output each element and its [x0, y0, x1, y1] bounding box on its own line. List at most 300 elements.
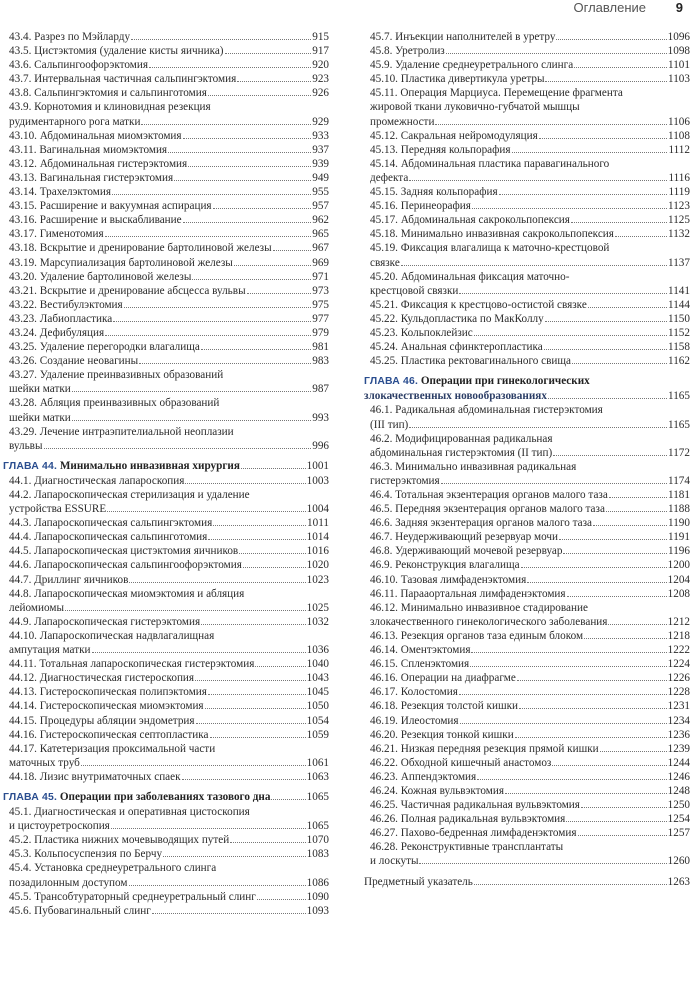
toc-section-entry[interactable]: [3, 171, 329, 185]
toc-section-entry[interactable]: [364, 227, 690, 241]
toc-entry-title: 44.7. Дриллинг яичников: [9, 573, 129, 586]
dot-leader: [201, 340, 311, 350]
toc-page-number: 1025: [306, 601, 329, 614]
toc-entry-title: 46.18. Резекция толстой кишки: [370, 700, 518, 713]
toc-entry-title: 44.16. Гистероскопическая септопластика: [9, 728, 209, 741]
toc-entry-title: 45.3. Кольпосуспензия по Берчу: [9, 848, 163, 861]
toc-entry-title: 46.23. Аппендэктомия: [370, 770, 477, 783]
page-header: [0, 0, 693, 20]
toc-section-entry[interactable]: [3, 354, 329, 368]
toc-section-entry[interactable]: [3, 340, 329, 354]
toc-page-number: 1212: [667, 615, 690, 628]
dot-leader: [247, 284, 312, 294]
toc-section-entry[interactable]: [3, 805, 329, 833]
page-number: 9: [675, 0, 683, 15]
toc-section-entry[interactable]: [364, 143, 690, 157]
toc-section-entry[interactable]: [364, 502, 690, 516]
toc-entry-title: 46.15. Спленэктомия: [370, 658, 470, 671]
toc-page-number: 979: [312, 326, 329, 339]
toc-entry-title: (III тип): [370, 418, 409, 431]
toc-section-entry[interactable]: [3, 530, 329, 544]
toc-entry-title: 46.7. Неудерживающий резервуар мочи: [370, 531, 559, 544]
dot-leader: [567, 587, 667, 597]
toc-section-entry[interactable]: [3, 742, 329, 770]
dot-leader: [441, 474, 667, 484]
toc-page-number: 1116: [668, 171, 690, 184]
toc-section-entry[interactable]: [364, 812, 690, 826]
toc-entry-title: 44.18. Лизис внутриматочных спаек: [9, 770, 181, 783]
toc-section-entry[interactable]: [364, 742, 690, 756]
toc-entry-title: 43.29. Лечение интраэпителиальной неоплазии: [9, 425, 234, 438]
toc-entry-title: 43.18. Вскрытие и дренирование бартолиновой железы: [9, 242, 272, 255]
dot-leader: [129, 876, 306, 886]
dot-leader: [515, 728, 667, 738]
toc-entry-title: 43.15. Расширение и вакуумная аспирация: [9, 200, 212, 213]
toc-column-left: [3, 30, 329, 918]
toc-entry-title: 43.7. Интервальная частичная сальпингэктомия: [9, 73, 237, 86]
toc-entry-title: злокачественного гинекологического заболевания: [370, 615, 608, 628]
toc-entry-title: 43.26. Создание неовагины: [9, 355, 139, 368]
toc-entry-title: 45.15. Задняя кольпорафия: [370, 186, 498, 199]
toc-section-entry[interactable]: [364, 432, 690, 460]
toc-page-number: 1123: [668, 200, 690, 213]
toc-section-entry[interactable]: [3, 157, 329, 171]
dot-leader: [545, 312, 667, 322]
dot-leader: [255, 657, 305, 667]
toc-entry-title: 46.12. Минимально инвазивное стадирование: [370, 601, 588, 614]
dot-leader: [213, 199, 312, 209]
toc-entry-title: 44.9. Лапароскопическая гистерэктомия: [9, 615, 201, 628]
dot-leader: [593, 516, 667, 526]
toc-page-number: 1125: [668, 214, 690, 227]
dot-leader: [556, 30, 666, 40]
dot-leader: [470, 657, 666, 667]
toc-entry-title: 44.8. Лапароскопическая миомэктомия и абляция: [9, 587, 245, 600]
toc-entry-title: 46.28. Реконструктивные трансплантаты: [370, 841, 564, 854]
toc-page-number: 1236: [667, 728, 690, 741]
toc-entry-title: 46.2. Модифицированная радикальная: [370, 432, 553, 445]
toc-entry-title: 43.24. Дефибуляция: [9, 326, 105, 339]
toc-section-entry[interactable]: [364, 241, 690, 269]
toc-entry-title: 43.6. Сальпингоофорэктомия: [9, 59, 148, 72]
toc-section-entry[interactable]: [364, 86, 690, 128]
toc-entry-title: 44.4. Лапароскопическая сальпинготомия: [9, 531, 208, 544]
toc-page-number: 975: [312, 298, 329, 311]
toc-page-number: 1093: [306, 904, 329, 917]
toc-page-number: 920: [312, 59, 329, 72]
toc-entry-title: 43.4. Разрез по Мэйларду: [9, 31, 131, 43]
toc-section-entry[interactable]: [364, 340, 690, 354]
toc-section-entry[interactable]: [3, 890, 329, 904]
toc-entry-title: 45.11. Операция Марциуса. Перемещение фрагмента: [370, 87, 623, 100]
toc-page-number: 1263: [667, 875, 690, 888]
toc-entry-title: 44.12. Диагностическая гистероскопия: [9, 672, 195, 685]
toc-page-number: 1014: [306, 531, 329, 544]
toc-section-entry[interactable]: [364, 30, 690, 44]
toc-page-number: 962: [312, 214, 329, 227]
dot-leader: [237, 72, 311, 82]
toc-page-number: 1054: [306, 714, 329, 727]
toc-section-entry[interactable]: [364, 354, 690, 368]
dot-leader: [230, 833, 305, 843]
toc-entry-title: 45.8. Уретролиз: [370, 45, 445, 58]
toc-entry-title: рудиментарного рога матки: [9, 115, 141, 128]
toc-page-number: 1257: [667, 827, 690, 840]
toc-entry-title: 44.15. Процедуры абляции эндометрия: [9, 714, 195, 727]
toc-section-entry[interactable]: [3, 241, 329, 255]
dot-leader: [273, 241, 312, 251]
toc-section-entry[interactable]: [364, 587, 690, 601]
toc-section-entry[interactable]: [3, 213, 329, 227]
toc-section-entry[interactable]: [3, 72, 329, 86]
toc-section-entry[interactable]: [3, 629, 329, 657]
chapter-label: ГЛАВА 44.: [3, 460, 58, 472]
toc-section-entry[interactable]: [3, 728, 329, 742]
toc-section-entry[interactable]: [3, 284, 329, 298]
toc-page-number: 1096: [667, 31, 690, 43]
toc-entry-title: позадилонным доступом: [9, 876, 128, 889]
toc-column-right: [364, 30, 690, 889]
dot-leader: [615, 227, 667, 237]
toc-section-entry[interactable]: [3, 129, 329, 143]
toc-chapter-entry[interactable]: [3, 459, 329, 474]
toc-section-entry[interactable]: [364, 784, 690, 798]
toc-section-entry[interactable]: [3, 573, 329, 587]
toc-entry-title: 43.14. Трахелэктомия: [9, 186, 112, 199]
dot-leader: [519, 699, 667, 709]
dot-leader: [44, 439, 312, 449]
dot-leader: [183, 129, 312, 139]
dot-leader: [419, 854, 666, 864]
toc-entry-title: 43.10. Абдоминальная миомэктомия: [9, 129, 182, 142]
toc-page-number: 1050: [306, 700, 329, 713]
dot-leader: [72, 411, 311, 421]
dot-leader: [517, 671, 667, 681]
toc-section-entry[interactable]: [3, 143, 329, 157]
toc-entry-title: 46.22. Обходной кишечный анастомоз: [370, 756, 552, 769]
toc-entry-title: дефекта: [370, 171, 409, 184]
toc-entry-title: 46.20. Резекция тонкой кишки: [370, 728, 514, 741]
toc-section-entry[interactable]: [3, 326, 329, 340]
dot-leader: [185, 474, 305, 484]
toc-entry-title: 44.1. Диагностическая лапароскопия: [9, 474, 185, 487]
toc-entry-title: 45.4. Установка среднеуретрального слинга: [9, 862, 217, 875]
toc-section-entry[interactable]: [364, 58, 690, 72]
toc-section-entry[interactable]: [3, 861, 329, 889]
dot-leader: [188, 157, 311, 167]
dot-leader: [195, 671, 306, 681]
toc-page-number: 1098: [667, 45, 690, 58]
toc-entry-title: 46.10. Тазовая лимфаденэктомия: [370, 573, 527, 586]
toc-section-entry[interactable]: [364, 185, 690, 199]
toc-section-entry[interactable]: [364, 657, 690, 671]
toc-section-entry[interactable]: [3, 904, 329, 918]
toc-entry-title: 44.6. Лапароскопическая сальпингоофорэктомия: [9, 559, 242, 572]
dot-leader: [608, 615, 666, 625]
toc-section-entry[interactable]: [364, 798, 690, 812]
toc-chapter-entry[interactable]: [3, 790, 329, 805]
toc-page-number: 1061: [306, 756, 329, 769]
toc-entry-title: 45.2. Пластика нижних мочевыводящих путей: [9, 834, 230, 847]
toc-section-entry[interactable]: [364, 326, 690, 340]
toc-entry-title: 46.19. Илеостомия: [370, 714, 459, 727]
toc-page-number: 993: [312, 411, 329, 424]
toc-entry-title: 43.16. Расширение и выскабливание: [9, 214, 182, 227]
toc-section-entry[interactable]: [364, 270, 690, 298]
dot-leader: [600, 742, 667, 752]
toc-section-entry[interactable]: [3, 312, 329, 326]
dot-leader: [149, 58, 311, 68]
toc-section-entry[interactable]: [364, 312, 690, 326]
toc-page-number: 1191: [668, 531, 690, 544]
toc-page-number: 949: [312, 171, 329, 184]
toc-page-number: 973: [312, 284, 329, 297]
toc-section-entry[interactable]: [364, 558, 690, 572]
toc-page-number: 1063: [306, 770, 329, 783]
dot-leader: [213, 516, 306, 526]
toc-section-entry[interactable]: [364, 129, 690, 143]
toc-section-entry[interactable]: [3, 847, 329, 861]
toc-page-number: 929: [312, 115, 329, 128]
toc-section-entry[interactable]: [364, 714, 690, 728]
toc-section-entry[interactable]: [364, 530, 690, 544]
dot-leader: [477, 770, 666, 780]
toc-page-number: 1101: [668, 59, 690, 72]
toc-page-number: 1190: [668, 517, 690, 530]
toc-section-entry[interactable]: [364, 601, 690, 629]
toc-chapter-entry[interactable]: [364, 374, 690, 403]
toc-section-entry[interactable]: [3, 58, 329, 72]
dot-leader: [563, 544, 667, 554]
toc-page-number: 1150: [668, 312, 690, 325]
toc-index-entry[interactable]: [364, 875, 690, 889]
toc-page-number: 987: [312, 383, 329, 396]
toc-page-number: 1119: [668, 186, 690, 199]
toc-section-entry[interactable]: [364, 516, 690, 530]
toc-section-entry[interactable]: [3, 833, 329, 847]
toc-entry-title: 46.8. Удерживающий мочевой резервуар: [370, 545, 563, 558]
toc-section-entry[interactable]: [3, 657, 329, 671]
dot-leader: [572, 354, 667, 364]
toc-section-entry[interactable]: [364, 544, 690, 558]
toc-page-number: 1222: [667, 644, 690, 657]
toc-section-entry[interactable]: [3, 714, 329, 728]
toc-section-entry[interactable]: [364, 756, 690, 770]
toc-entry-title: абдоминальная гистерэктомия (II тип): [370, 446, 553, 459]
toc-page-number: 1036: [306, 644, 329, 657]
toc-section-entry[interactable]: [364, 840, 690, 868]
toc-entry-title: 43.22. Вестибулэктомия: [9, 298, 123, 311]
dot-leader: [581, 798, 667, 808]
toc-section-entry[interactable]: [364, 629, 690, 643]
toc-section-entry[interactable]: [364, 573, 690, 587]
toc-entry-title: 43.21. Вскрытие и дренирование абсцесса вульвы: [9, 284, 246, 297]
toc-page-number: 1239: [667, 742, 690, 755]
toc-section-entry[interactable]: [3, 474, 329, 488]
dot-leader: [208, 685, 306, 695]
toc-section-entry[interactable]: [3, 270, 329, 284]
toc-section-entry[interactable]: [3, 44, 329, 58]
toc-page-number: 1228: [667, 686, 690, 699]
chapter-title: Минимально инвазивная хирургия: [57, 459, 240, 472]
toc-page-number: 969: [312, 256, 329, 269]
toc-page-number: 1188: [668, 503, 690, 516]
toc-section-entry[interactable]: [3, 298, 329, 312]
toc-entry-title: 44.13. Гистероскопическая полипэктомия: [9, 686, 207, 699]
toc-section-entry[interactable]: [364, 213, 690, 227]
toc-entry-title: промежности: [370, 115, 435, 128]
toc-section-entry[interactable]: [364, 488, 690, 502]
toc-entry-title: связке: [370, 256, 400, 269]
toc-page-number: 971: [312, 270, 329, 283]
toc-page-number: 1208: [667, 587, 690, 600]
toc-section-entry[interactable]: [364, 685, 690, 699]
dot-leader: [606, 502, 667, 512]
toc-section-entry[interactable]: [364, 643, 690, 657]
toc-page-number: 1141: [668, 284, 690, 297]
toc-section-entry[interactable]: [3, 615, 329, 629]
toc-entry-title: 45.19. Фиксация влагалища к маточно-крестцовой: [370, 242, 610, 255]
toc-page-number: 1065: [306, 790, 329, 803]
toc-section-entry[interactable]: [364, 699, 690, 713]
toc-entry-title: Предметный указатель: [364, 875, 473, 888]
toc-section-entry[interactable]: [3, 199, 329, 213]
toc-page-number: 1045: [306, 686, 329, 699]
toc-entry-title: 45.14. Абдоминальная пластика паравагинального: [370, 157, 610, 170]
toc-entry-title: 44.2. Лапароскопическая стерилизация и удаление: [9, 489, 250, 501]
toc-page-number: 1001: [306, 459, 329, 472]
toc-entry-title: 44.17. Катетеризация проксимальной части: [9, 742, 216, 755]
dot-leader: [205, 699, 306, 709]
toc-page-number: 1158: [668, 341, 690, 354]
toc-section-entry[interactable]: [364, 460, 690, 488]
toc-section-entry[interactable]: [364, 671, 690, 685]
toc-section-entry[interactable]: [3, 587, 329, 615]
toc-page-number: 915: [312, 31, 329, 43]
toc-page-number: 983: [312, 355, 329, 368]
toc-page-number: 1196: [668, 545, 690, 558]
toc-page-number: 1144: [668, 298, 690, 311]
dot-leader: [192, 270, 311, 280]
toc-section-entry[interactable]: [364, 826, 690, 840]
toc-page-number: 955: [312, 186, 329, 199]
toc-section-entry[interactable]: [3, 699, 329, 713]
toc-entry-title: 45.6. Пубовагинальный слинг: [9, 904, 151, 917]
toc-section-entry[interactable]: [3, 558, 329, 572]
toc-entry-title: 46.14. Оментэктомия: [370, 644, 471, 657]
toc-entry-title: 46.24. Кожная вульвэктомия: [370, 784, 505, 797]
toc-section-entry[interactable]: [364, 157, 690, 185]
toc-section-entry[interactable]: [364, 44, 690, 58]
toc-entry-title: 45.12. Сакральная нейромодуляция: [370, 129, 538, 142]
toc-section-entry[interactable]: [364, 298, 690, 312]
running-title: Оглавление: [573, 0, 646, 15]
toc-section-entry[interactable]: [3, 30, 329, 44]
toc-page-number: 1023: [306, 573, 329, 586]
toc-section-entry[interactable]: [3, 488, 329, 516]
toc-page-number: 1083: [306, 848, 329, 861]
dot-leader: [566, 812, 666, 822]
toc-section-entry[interactable]: [3, 86, 329, 100]
toc-section-entry[interactable]: [364, 403, 690, 431]
toc-entry-title: 44.3. Лапароскопическая сальпингэктомия: [9, 517, 213, 530]
toc-entry-title: шейки матки: [9, 383, 71, 396]
toc-entry-title: 45.16. Перинеорафия: [370, 200, 471, 213]
toc-entry-title: 46.27. Пахово-бедренная лимфаденэктомия: [370, 827, 577, 840]
toc-page-number: 1250: [667, 799, 690, 812]
toc-entry-title: 45.18. Минимально инвазивная сакрокольпопексия: [370, 228, 614, 241]
toc-section-entry[interactable]: [3, 185, 329, 199]
toc-page-number: 1244: [667, 756, 690, 769]
toc-entry-title: и лоскуты: [370, 855, 419, 868]
toc-entry-title: 43.20. Удаление бартолиновой железы: [9, 270, 192, 283]
dot-leader: [124, 298, 312, 308]
toc-section-entry[interactable]: [364, 770, 690, 784]
dot-leader: [588, 298, 667, 308]
toc-entry-title: 43.8. Сальпингэктомия и сальпинготомия: [9, 87, 207, 100]
toc-page-number: 957: [312, 200, 329, 213]
toc-entry-title: 44.11. Тотальная лапароскопическая гистерэктомия: [9, 658, 255, 671]
toc-page-number: 1112: [668, 143, 690, 156]
toc-entry-title: 45.23. Кольпоклейзис: [370, 326, 473, 339]
toc-section-entry[interactable]: [3, 227, 329, 241]
dot-leader: [201, 615, 306, 625]
toc-entry-title: гистерэктомия: [370, 474, 440, 487]
toc-entry-title: 43.19. Марсупиализация бартолиновой железы: [9, 256, 233, 269]
toc-entry-title: 45.25. Пластика ректовагинального свища: [370, 355, 571, 368]
toc-section-entry[interactable]: [3, 368, 329, 396]
toc-entry-title: 45.9. Удаление среднеуретрального слинга: [370, 59, 574, 72]
toc-page-number: 1090: [306, 890, 329, 903]
chapter-label: ГЛАВА 45.: [3, 791, 58, 803]
toc-section-entry[interactable]: [3, 544, 329, 558]
toc-section-entry[interactable]: [3, 425, 329, 453]
dot-leader: [129, 573, 305, 583]
dot-leader: [435, 115, 667, 125]
toc-page-number: 1132: [668, 228, 690, 241]
toc-section-entry[interactable]: [3, 256, 329, 270]
toc-page-number: 1254: [667, 813, 690, 826]
toc-entry-title: 43.9. Корнотомия и клиновидная резекция: [9, 101, 211, 114]
toc-entry-title: 46.21. Низкая передняя резекция прямой кишки: [370, 742, 599, 755]
toc-page-number: 1103: [668, 73, 690, 86]
toc-page-number: 1003: [306, 474, 329, 487]
toc-section-entry[interactable]: [3, 671, 329, 685]
toc-section-entry[interactable]: [364, 199, 690, 213]
toc-page-number: 1016: [306, 545, 329, 558]
dot-leader: [409, 418, 667, 428]
dot-leader: [174, 171, 311, 181]
toc-section-entry[interactable]: [3, 685, 329, 699]
dot-leader: [499, 185, 668, 195]
toc-section-entry[interactable]: [3, 396, 329, 424]
dot-leader: [552, 756, 666, 766]
toc-section-entry[interactable]: [3, 770, 329, 784]
toc-section-entry[interactable]: [364, 728, 690, 742]
dot-leader: [105, 227, 312, 237]
dot-leader: [574, 58, 667, 68]
dot-leader: [196, 714, 306, 724]
toc-section-entry[interactable]: [364, 72, 690, 86]
toc-page-number: 1020: [306, 559, 329, 572]
dot-leader: [459, 685, 667, 695]
dot-leader: [512, 143, 668, 153]
toc-section-entry[interactable]: [3, 100, 329, 128]
toc-section-entry[interactable]: [3, 516, 329, 530]
toc-entry-title: лейомиомы: [9, 601, 64, 614]
toc-page-number: 965: [312, 228, 329, 241]
dot-leader: [92, 643, 306, 653]
